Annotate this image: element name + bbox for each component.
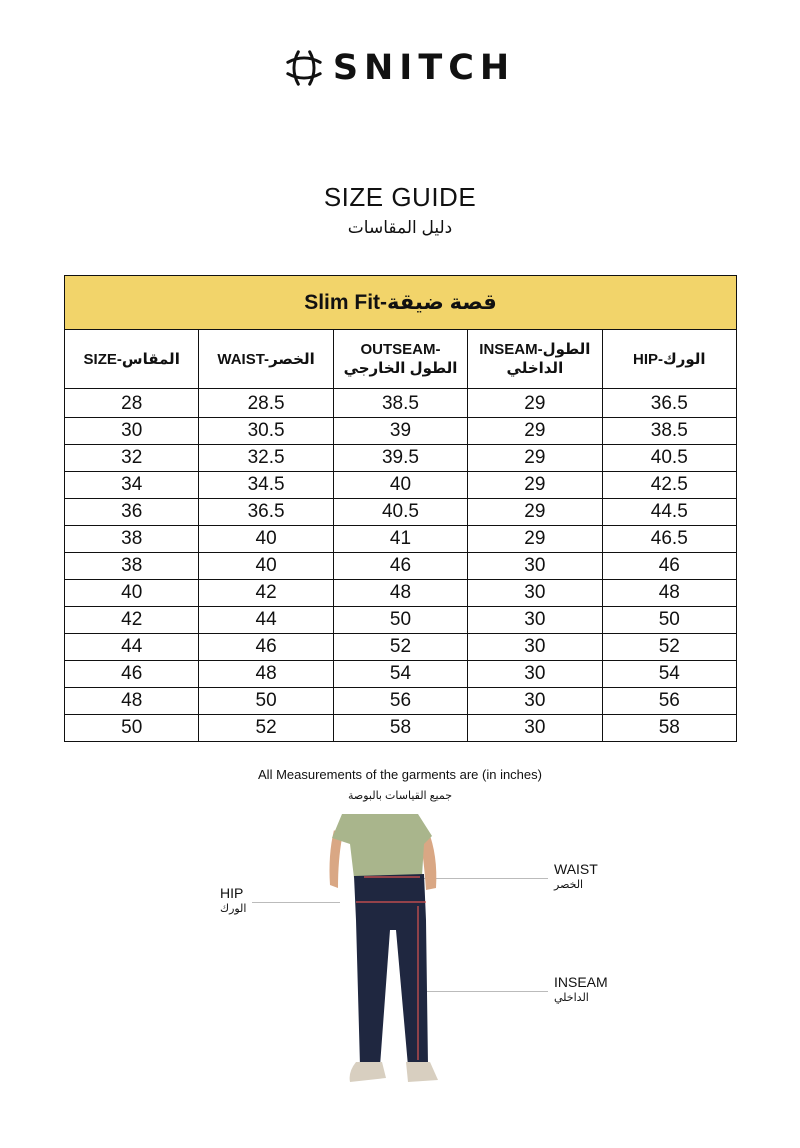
cell-inseam: 30: [468, 553, 602, 580]
measurement-note: All Measurements of the garments are (in inches): [258, 767, 542, 782]
table-row: [65, 526, 737, 553]
cell-size: 30: [65, 418, 199, 445]
inseam-callout: [554, 974, 608, 1006]
cell-inseam: 29: [468, 445, 602, 472]
cell-size: 44: [65, 634, 199, 661]
cell-inseam: 29: [468, 499, 602, 526]
cell-outseam: 54: [333, 661, 467, 688]
cell-waist: 34.5: [199, 472, 333, 499]
table-row: [65, 580, 737, 607]
cell-hip: 42.5: [602, 472, 736, 499]
table-row: [65, 553, 737, 580]
page-subtitle-ar: دليل المقاسات: [347, 218, 453, 237]
cell-waist: 32.5: [199, 445, 333, 472]
cell-waist: 52: [199, 715, 333, 742]
column-header-size: SIZE-المقاس: [65, 330, 199, 389]
cell-waist: 46: [199, 634, 333, 661]
waist-callout: [554, 861, 598, 893]
hip-label: HIP: [220, 885, 244, 901]
cell-size: 28: [65, 389, 199, 418]
cell-outseam: 39: [333, 418, 467, 445]
cell-inseam: 29: [468, 472, 602, 499]
cell-inseam: 29: [468, 526, 602, 553]
cell-hip: 54: [602, 661, 736, 688]
cell-inseam: 30: [468, 661, 602, 688]
cell-hip: 38.5: [602, 418, 736, 445]
cell-size: 32: [65, 445, 199, 472]
column-header-hip: HIP-الورك: [602, 330, 736, 389]
cell-hip: 52: [602, 634, 736, 661]
model-shoes: [350, 1062, 438, 1082]
cell-outseam: 46: [333, 553, 467, 580]
cell-size: 42: [65, 607, 199, 634]
cell-outseam: 52: [333, 634, 467, 661]
cell-size: 48: [65, 688, 199, 715]
table-row: [65, 607, 737, 634]
cell-hip: 58: [602, 715, 736, 742]
cell-size: 40: [65, 580, 199, 607]
column-header-inseam: INSEAM-الطول الداخلي: [468, 330, 602, 389]
inseam-label-ar: الداخلي: [554, 992, 589, 1004]
page-title: SIZE GUIDE: [323, 182, 477, 212]
waist-label-ar: الخصر: [554, 879, 584, 891]
model-shirt: [332, 814, 432, 878]
cell-waist: 28.5: [199, 389, 333, 418]
cell-hip: 56: [602, 688, 736, 715]
cell-outseam: 50: [333, 607, 467, 634]
cell-size: 36: [65, 499, 199, 526]
cell-waist: 40: [199, 526, 333, 553]
size-table: [64, 275, 737, 742]
cell-waist: 44: [199, 607, 333, 634]
cell-waist: 50: [199, 688, 333, 715]
brand-name: SNITCH: [332, 48, 516, 88]
measurement-note-ar: جميع القياسات بالبوصة: [347, 790, 453, 802]
brand-logo: [0, 48, 800, 88]
cell-hip: 46.5: [602, 526, 736, 553]
table-row: [65, 499, 737, 526]
hash-knot-logo-icon: [285, 49, 323, 87]
cell-outseam: 58: [333, 715, 467, 742]
table-row: [65, 634, 737, 661]
cell-inseam: 30: [468, 715, 602, 742]
cell-hip: 46: [602, 553, 736, 580]
model-figure: [320, 810, 460, 1090]
cell-hip: 40.5: [602, 445, 736, 472]
cell-size: 38: [65, 526, 199, 553]
size-table-body: [65, 389, 737, 742]
cell-size: 46: [65, 661, 199, 688]
table-row: [65, 418, 737, 445]
column-header-row: [65, 330, 737, 389]
cell-hip: 50: [602, 607, 736, 634]
cell-waist: 48: [199, 661, 333, 688]
table-row: [65, 389, 737, 418]
cell-hip: 36.5: [602, 389, 736, 418]
cell-inseam: 30: [468, 634, 602, 661]
cell-outseam: 40.5: [333, 499, 467, 526]
inseam-label: INSEAM: [554, 974, 608, 990]
cell-outseam: 41: [333, 526, 467, 553]
table-row: [65, 688, 737, 715]
cell-hip: 44.5: [602, 499, 736, 526]
column-header-outseam: OUTSEAM- الطول الخارجي: [333, 330, 467, 389]
cell-outseam: 56: [333, 688, 467, 715]
table-row: [65, 715, 737, 742]
cell-outseam: 40: [333, 472, 467, 499]
cell-inseam: 30: [468, 607, 602, 634]
table-row: [65, 661, 737, 688]
model-jeans: [354, 874, 428, 1066]
cell-size: 50: [65, 715, 199, 742]
cell-inseam: 29: [468, 389, 602, 418]
hip-label-ar: الورك: [220, 903, 247, 915]
cell-waist: 40: [199, 553, 333, 580]
cell-inseam: 30: [468, 580, 602, 607]
fit-label: Slim Fit-قصة ضيقة: [65, 276, 737, 330]
table-row: [65, 472, 737, 499]
column-header-waist: WAIST-الخصر: [199, 330, 333, 389]
cell-inseam: 30: [468, 688, 602, 715]
cell-waist: 36.5: [199, 499, 333, 526]
cell-outseam: 38.5: [333, 389, 467, 418]
cell-hip: 48: [602, 580, 736, 607]
cell-outseam: 48: [333, 580, 467, 607]
cell-waist: 30.5: [199, 418, 333, 445]
cell-size: 34: [65, 472, 199, 499]
cell-size: 38: [65, 553, 199, 580]
cell-outseam: 39.5: [333, 445, 467, 472]
fit-header-row: [65, 276, 737, 330]
cell-inseam: 29: [468, 418, 602, 445]
table-row: [65, 445, 737, 472]
waist-label: WAIST: [554, 861, 598, 877]
hip-callout: [220, 885, 246, 917]
cell-waist: 42: [199, 580, 333, 607]
